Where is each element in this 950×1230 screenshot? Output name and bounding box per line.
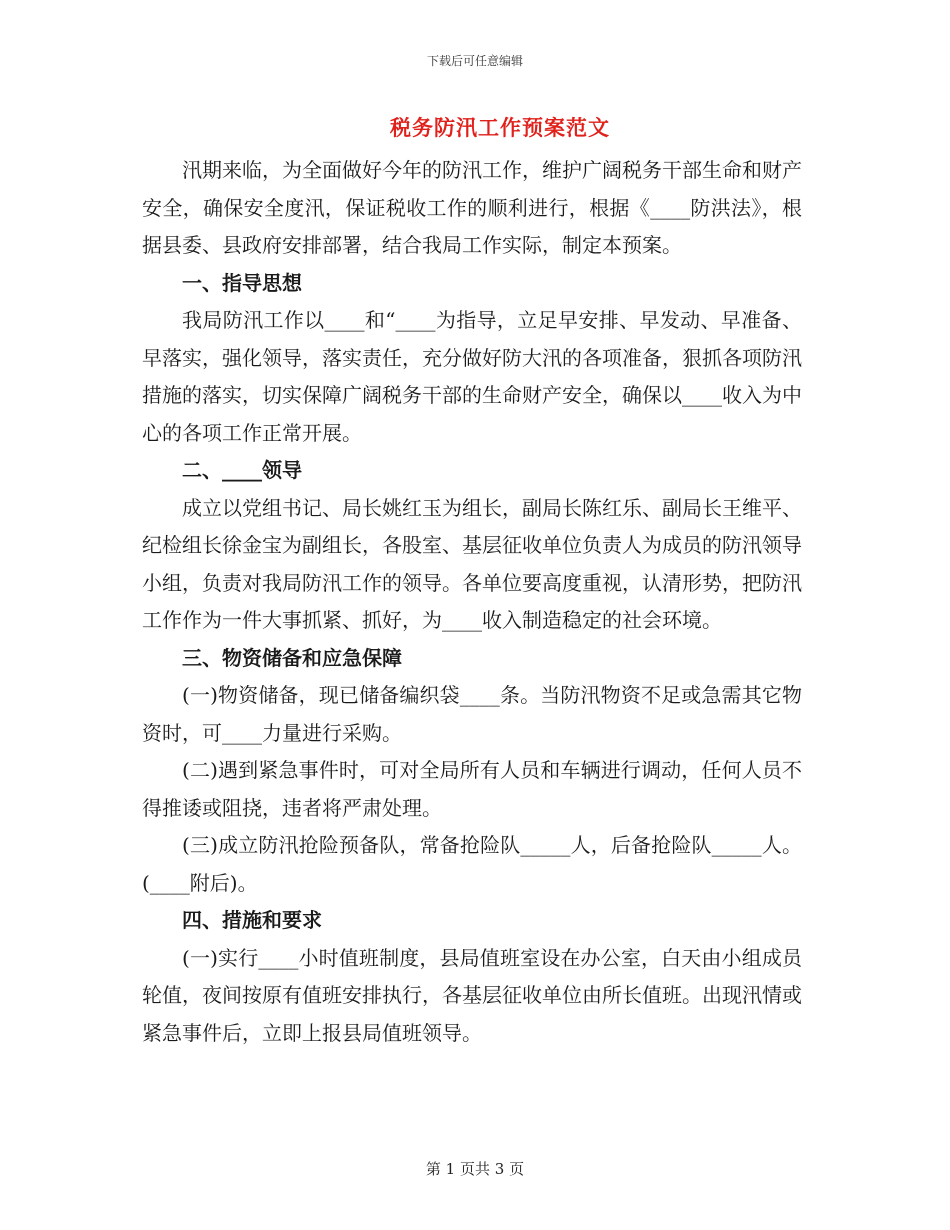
intro-paragraph: 汛期来临，为全面做好今年的防汛工作，维护广阔税务干部生命和财产安全，确保安全度汛，保证税收工作的顺利进行，根据《____防洪法》，根据县委、县政府安排部署，结合我局工作实际，制定本预案。 [142, 158, 802, 257]
section-heading-guiding-principle: 一、指导思想 [182, 270, 302, 295]
materials-paragraph-2: (二)遇到紧急事件时，可对全局所有人员和车辆进行调动，任何人员不得推诿或阻挠，违者将严肃处理。 [142, 758, 802, 820]
materials-paragraph-3: (三)成立防汛抢险预备队，常备抢险队_____人，后备抢险队_____人。(____附后)。 [142, 833, 802, 895]
header-note: 下载后可任意编辑 [426, 54, 523, 68]
measures-paragraph-1: (一)实行____小时值班制度，县局值班室设在办公室，白天由小组成员轮值，夜间按原有值班安排执行，各基层征收单位由所长值班。出现汛情或紧急事件后，立即上报县局值班领导。 [142, 945, 802, 1045]
document-body [142, 152, 802, 1052]
section-heading-leadership: 二、____领导 [182, 458, 302, 482]
guiding-principle-paragraph: 我局防汛工作以____和“____为指导，立足早安排、早发动、早准备、早落实，强化领导，落实责任，充分做好防大汛的各项准备，狠抓各项防汛措施的落实，切实保障广阔税务干部的生命财产安全，确保以____收入为中心的各项工作正常开展。 [142, 308, 802, 445]
document-title: 税务防汛工作预案范文 [390, 115, 610, 140]
section-heading-materials: 三、物资储备和应急保障 [182, 645, 402, 670]
materials-paragraph-1: (一)物资储备，现已储备编织袋____条。当防汛物资不足或急需其它物资时，可____力量进行采购。 [142, 683, 802, 745]
leadership-paragraph: 成立以党组书记、局长姚红玉为组长，副局长陈红乐、副局长王维平、纪检组长徐金宝为副组长，各股室、基层征收单位负责人为成员的防汛领导小组，负责对我局防汛工作的领导。各单位要高度重视，认清形势，把防汛工作作为一件大事抓紧、抓好，为____收入制造稳定的社会环境。 [142, 495, 802, 632]
section-heading-measures: 四、措施和要求 [182, 908, 322, 932]
page-footer: 第 1 页共 3 页 [425, 1160, 525, 1178]
